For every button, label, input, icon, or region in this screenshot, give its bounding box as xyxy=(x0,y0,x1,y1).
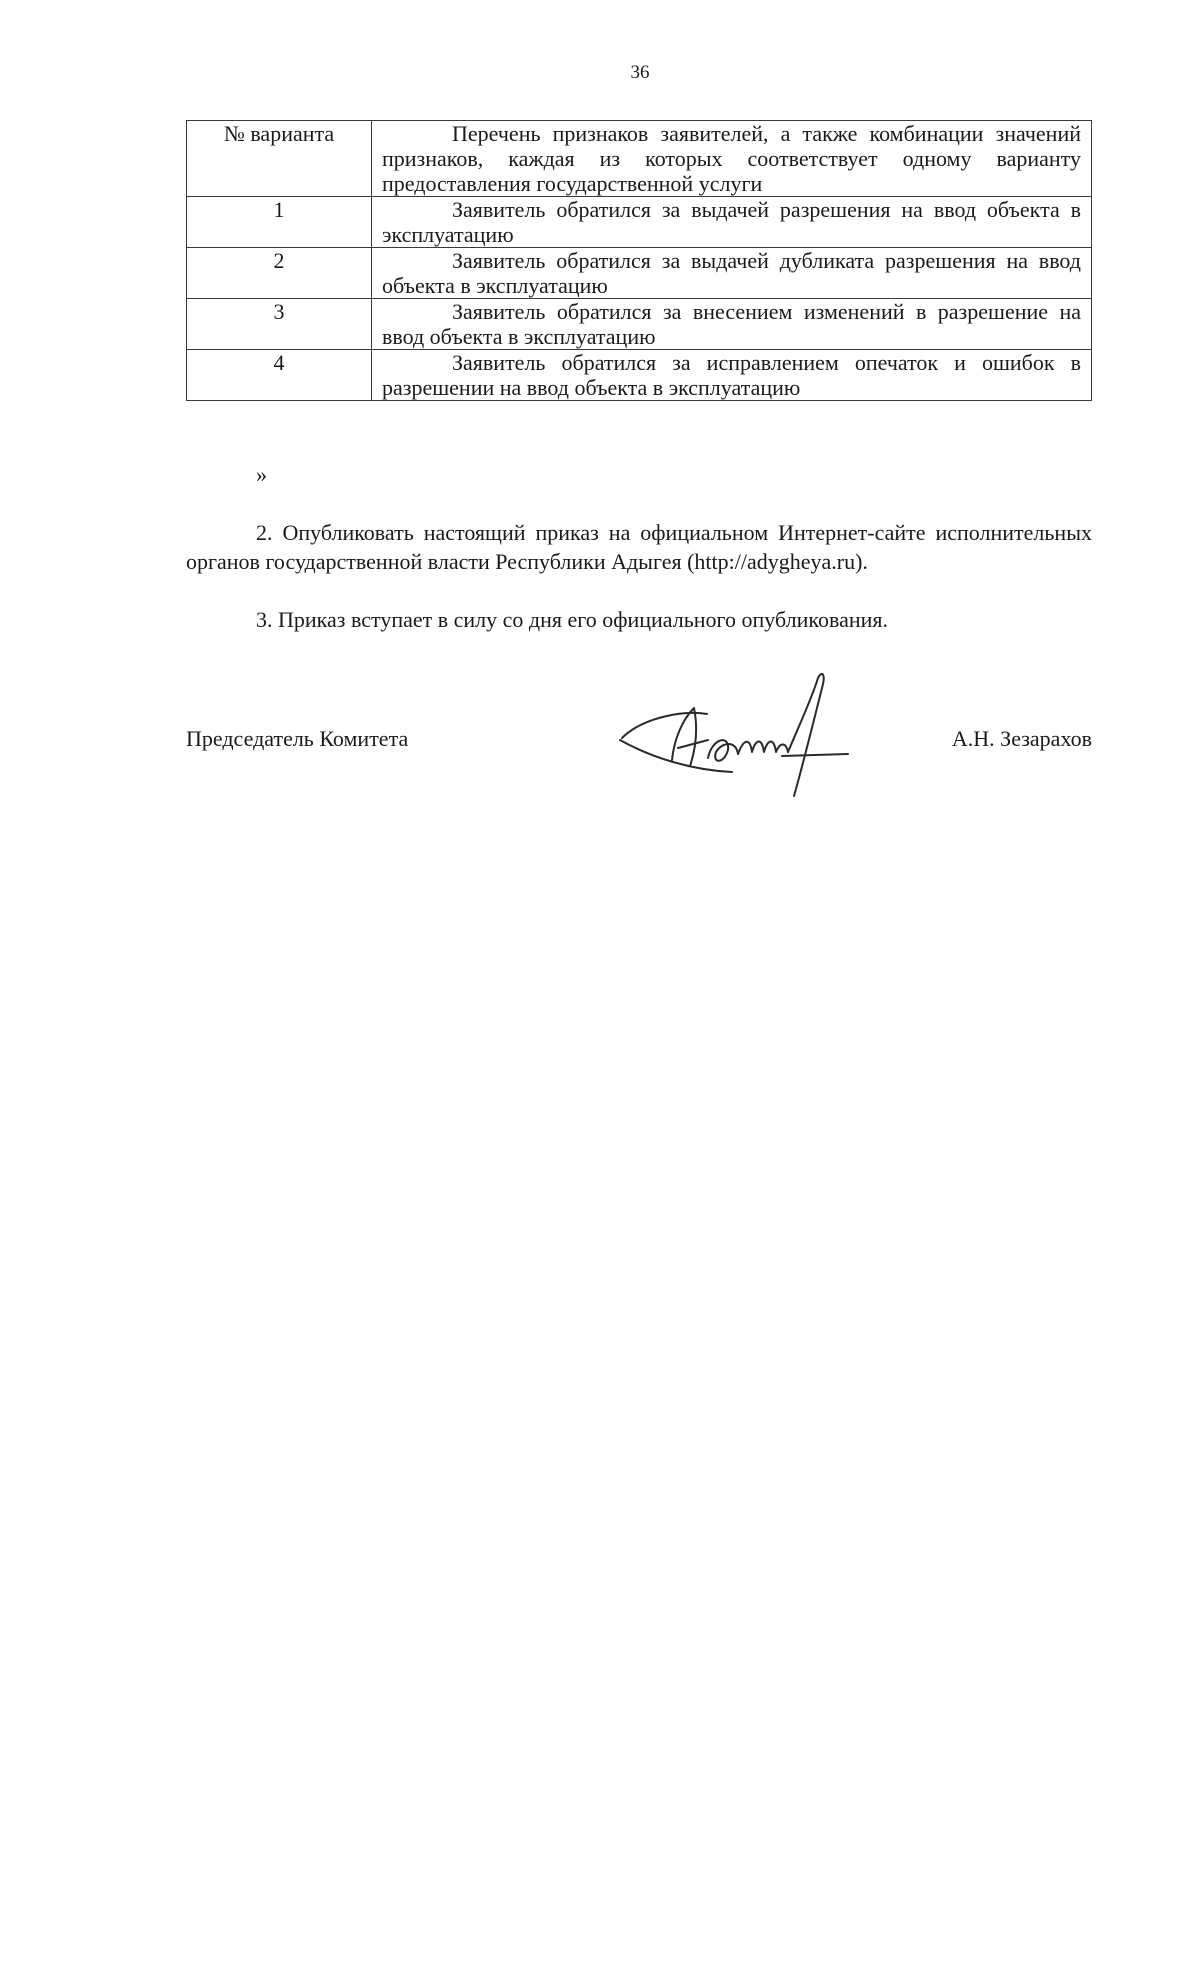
page-number: 36 xyxy=(630,62,650,83)
row-number: 1 xyxy=(187,197,372,248)
row-description xyxy=(372,350,1092,401)
row-description-text: Заявитель обратился за выдачей разрешения на ввод объекта в эксплуатацию xyxy=(382,197,1081,247)
header-description-text: Перечень признаков заявителей, а также комбинации значений признаков, каждая из которых соответствует одному варианту предоставления государственной услуги xyxy=(382,121,1081,196)
signatory-name: А.Н. Зезарахов xyxy=(951,726,1092,751)
variants-table xyxy=(186,120,1092,401)
paragraph-effective-text: 3. Приказ вступает в силу со дня его официального опубликования. xyxy=(256,607,889,632)
table-row xyxy=(187,248,1092,299)
row-description-text: Заявитель обратился за выдачей дубликата разрешения на ввод объекта в эксплуатацию xyxy=(382,248,1081,298)
header-variant-number: № варианта xyxy=(187,121,372,197)
signatory-title: Председатель Комитета xyxy=(186,726,409,751)
row-description-text: Заявитель обратился за внесением изменений в разрешение на ввод объекта в эксплуатацию xyxy=(382,299,1081,349)
row-number: 3 xyxy=(187,299,372,350)
row-description-text: Заявитель обратился за исправлением опечаток и ошибок в разрешении на ввод объекта в эксплуатацию xyxy=(382,350,1081,400)
table-row xyxy=(187,299,1092,350)
row-number: 2 xyxy=(187,248,372,299)
row-description xyxy=(372,299,1092,350)
header-description xyxy=(372,121,1092,197)
paragraph-publish-text: 2. Опубликовать настоящий приказ на официальном Интернет-сайте исполнительных органов государственной власти Республики Адыгея (http://adygheya.ru). xyxy=(186,520,1092,574)
row-description xyxy=(372,197,1092,248)
paragraph-publish xyxy=(186,518,1092,576)
closing-quote: » xyxy=(256,462,267,487)
table-row xyxy=(187,197,1092,248)
row-description xyxy=(372,248,1092,299)
row-number: 4 xyxy=(187,350,372,401)
table-row xyxy=(187,350,1092,401)
handwritten-signature xyxy=(612,668,862,808)
paragraph-effective xyxy=(186,605,1092,634)
table-header-row xyxy=(187,121,1092,197)
